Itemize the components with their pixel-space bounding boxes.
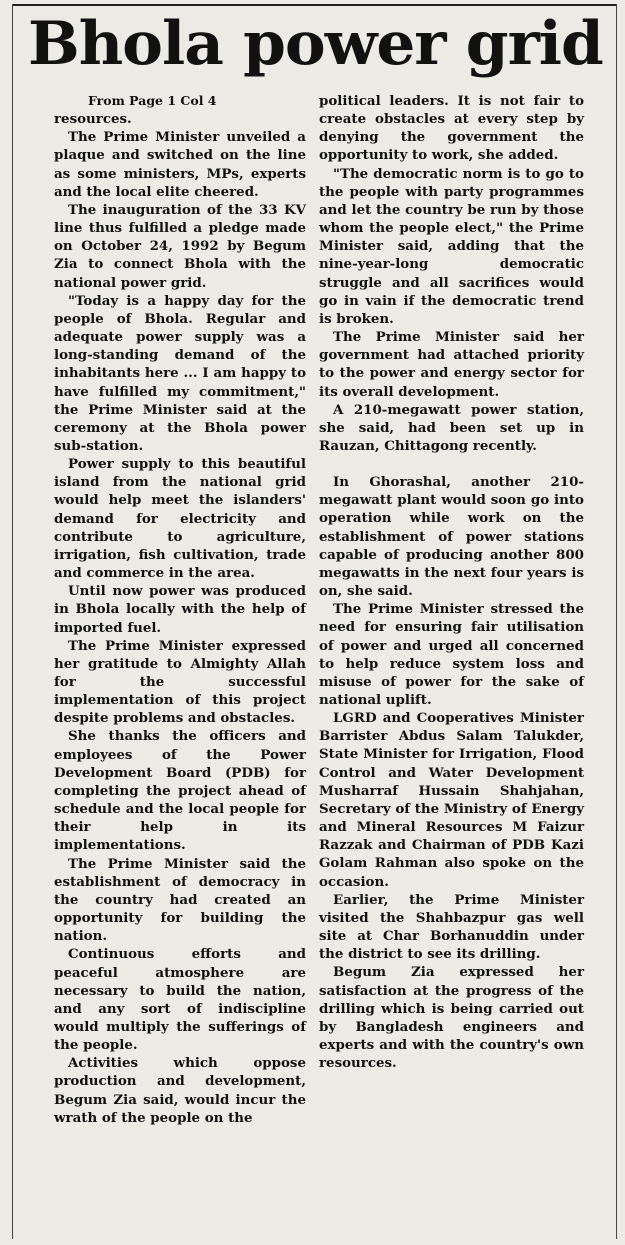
paragraph: resources.: [54, 111, 132, 128]
right-border: [616, 4, 617, 1239]
paragraph: Until now power was produced in Bhola locally with the help of imported fuel.: [54, 583, 306, 636]
paragraph: Power supply to this beautiful island from the national grid would help meet the islanders' demand for electricity and contribute to agriculture, irrigation, fish cultivation, trade and commerce in the area.: [54, 456, 306, 582]
right-column: [319, 92, 584, 1072]
paragraph: The Prime Minister expressed her gratitude to Almighty Allah for the successful implementation of this project despite problems and obstacles.: [54, 637, 306, 727]
paragraph: She thanks the officers and employees of the Power Development Board (PDB) for completing the project ahead of schedule and the local people for their help in its implementations.: [54, 728, 306, 854]
paragraph: The Prime Minister said her government had attached priority to the power and energy sector for its overall development.: [319, 329, 584, 400]
paragraph-gap: [319, 455, 584, 473]
jump-line: From Page 1 Col 4: [88, 93, 217, 108]
paragraph: Continuous efforts and peaceful atmosphere are necessary to build the nation, and any sort of indiscipline would multiply the sufferings of the people.: [54, 946, 306, 1054]
paragraph: LGRD and Cooperatives Minister Barrister Abdus Salam Talukder, State Minister for Irrigation, Flood Control and Water Development Musharraf Hussain Shahjahan, Secretary of the Ministry of Energy and Mineral Resources M Faizur Razzak and Chairman of PDB Kazi Golam Rahman also spoke on the occasion.: [319, 710, 584, 890]
headline: Bhola power grid: [28, 9, 603, 79]
paragraph: The Prime Minister said the establishment of democracy in the country had created an opportunity for building the nation.: [54, 855, 306, 945]
paragraph: Earlier, the Prime Minister visited the Shahbazpur gas well site at Char Borhanuddin under the district to see its drilling.: [319, 891, 584, 963]
paragraph: The inauguration of the 33 KV line thus fulfilled a pledge made on October 24, 1992 by Begum Zia to connect Bhola with the national power grid.: [54, 201, 306, 291]
paragraph: The Prime Minister stressed the need for ensuring fair utilisation of power and urged all concerned to help reduce system loss and misuse of power for the sake of national uplift.: [319, 601, 584, 708]
paragraph: In Ghorashal, another 210-megawatt plant would soon go into operation while work on the establishment of power stations capable of producing another 800 megawatts in the next four years is on, she said.: [319, 474, 584, 600]
paragraph: A 210-megawatt power station, she said, had been set up in Rauzan, Chittagong recently.: [319, 401, 584, 454]
paragraph: Begum Zia expressed her satisfaction at the progress of the drilling which is being carried out by Bangladesh engineers and experts and with the country's own resources.: [319, 964, 584, 1072]
paragraph: Activities which oppose production and development, Begum Zia said, would incur the wrath of the people on the: [54, 1055, 306, 1126]
left-column: [54, 92, 306, 1127]
paragraph: political leaders. It is not fair to create obstacles at every step by denying the government the opportunity to work, she added.: [319, 93, 584, 164]
paragraph: The Prime Minister unveiled a plaque and switched on the line as some ministers, MPs, experts and the local elite cheered.: [54, 129, 306, 200]
paragraph: "The democratic norm is to go to the people with party programmes and let the country be run by those whom the people elect," the Prime Minister said, adding that the nine-year-long democratic struggle and all sacrifices would go in vain if the democratic trend is broken.: [319, 165, 584, 327]
paragraph: "Today is a happy day for the people of Bhola. Regular and adequate power supply was a long-standing demand of the inhabitants here ... I am happy to have fulfilled my commitment," the Prime Minister said at the ceremony at the Bhola power sub-station.: [54, 292, 306, 454]
left-border: [12, 4, 13, 1239]
